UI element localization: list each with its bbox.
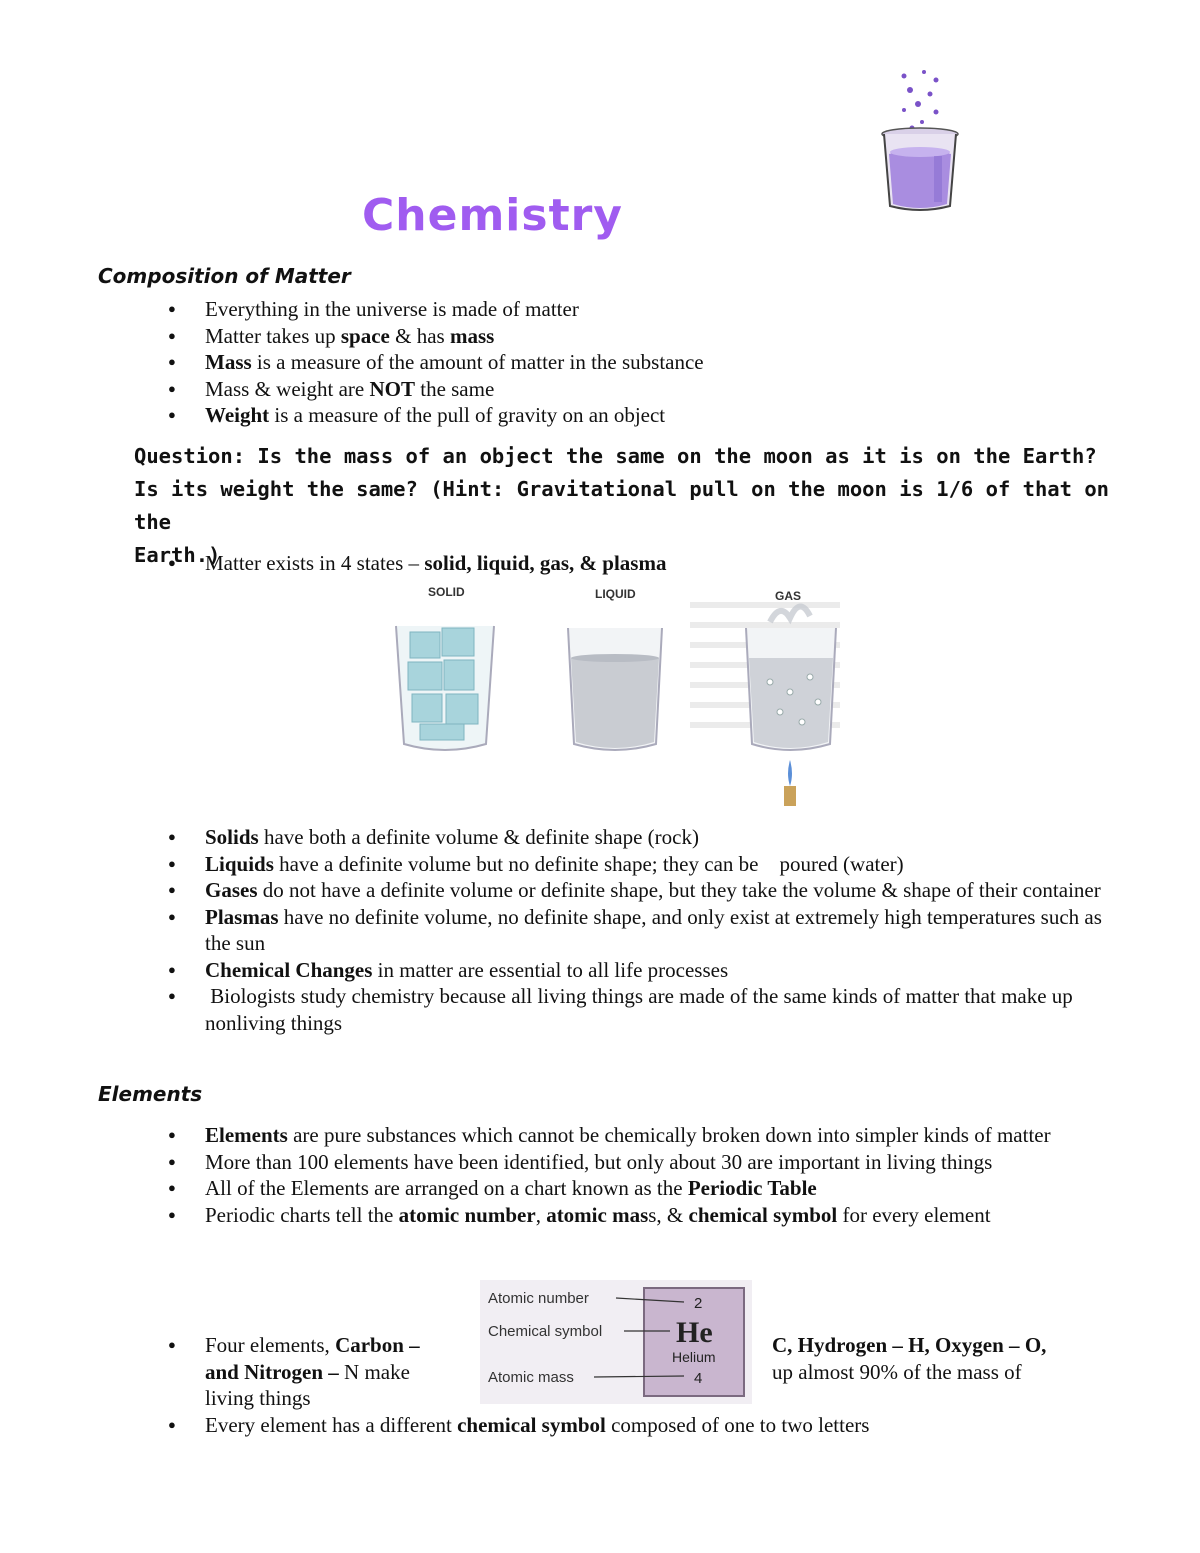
solid-label: SOLID: [428, 585, 465, 599]
bold-term: solid, liquid, gas, & plasma: [424, 551, 667, 575]
periodic-table-tile-image: [480, 1280, 752, 1404]
pt-atomic-number-label: Atomic number: [488, 1290, 589, 1307]
four-elements-continuation: [772, 1332, 1046, 1385]
list-item: [168, 824, 1108, 851]
question-line: Is its weight the same? (Hint: Gravitational pull on the moon is 1/6 of that on the: [134, 477, 1110, 534]
bullet-text: Matter takes up: [205, 323, 341, 348]
bullet-text: Matter exists in 4 states –: [205, 551, 425, 575]
pt-number: 2: [694, 1295, 703, 1312]
list-item: [168, 904, 1108, 957]
bold-term: Mass: [205, 350, 252, 374]
list-item: [168, 1122, 1108, 1149]
bold-term: Solids: [205, 825, 259, 849]
bold-term: mass: [449, 323, 495, 348]
bullet-text: ,: [535, 1202, 547, 1227]
pt-name: Helium: [672, 1349, 716, 1365]
bullet-text: is a measure of the amount of matter in the substance: [251, 350, 704, 374]
gas-label: GAS: [775, 589, 802, 603]
pt-mass: 4: [694, 1370, 703, 1387]
bold-term: and Nitrogen –: [205, 1359, 339, 1384]
bullet-text: have both a definite volume & definite shape (rock): [258, 825, 699, 849]
bold-term: Elements: [205, 1123, 288, 1147]
bullet-text: s, &: [648, 1202, 689, 1227]
list-item: [168, 957, 1108, 984]
bullet-text: have no definite volume, no definite shape, and only exist at extremely high temperatures such as the sun: [205, 904, 1102, 955]
list-item: [168, 851, 1108, 878]
bold-term: space: [340, 323, 390, 348]
bullet-text: More than 100 elements have been identified, but only about 30 are important in living things: [205, 1149, 993, 1174]
bullet-text: Periodic charts tell the: [205, 1202, 399, 1227]
bullet-text: in matter are essential to all life processes: [372, 957, 729, 982]
list-item: [168, 296, 1108, 323]
page-title: Chemistry: [362, 190, 623, 241]
bold-term: atomic number: [398, 1202, 536, 1227]
bullet-text: up almost 90% of the mass of: [772, 1359, 1022, 1384]
bold-term: chemical symbol: [688, 1202, 838, 1227]
bullet-text: the same: [414, 376, 495, 401]
bold-term: Liquids: [205, 851, 274, 876]
list-item: [168, 1202, 1108, 1229]
bullet-text: & has: [389, 323, 450, 348]
states-list: [168, 824, 1108, 1036]
list-item: [168, 402, 1108, 429]
beaker-illustration: [874, 66, 966, 216]
bold-term: Periodic Table: [687, 1176, 817, 1200]
bold-term: Plasmas: [205, 904, 279, 929]
bullet-text: is a measure of the pull of gravity on an object: [269, 403, 666, 427]
list-item: [168, 349, 1108, 376]
bullet-text: Everything in the universe is made of matter: [205, 297, 579, 321]
bold-term: Oxygen –: [934, 1333, 1025, 1357]
bold-term: atomic mas: [546, 1202, 649, 1227]
list-item: [168, 1332, 468, 1412]
bullet-text: N make: [338, 1359, 410, 1384]
bold-term: H,: [908, 1333, 935, 1357]
list-item: [168, 877, 1108, 904]
four-elements-list: [168, 1332, 468, 1412]
list-item: [168, 323, 1108, 350]
section-heading-composition: Composition of Matter: [98, 264, 351, 288]
question-line: Question: Is the mass of an object the same on the moon as it is on the Earth?: [134, 444, 1097, 468]
pt-atomic-mass-label: Atomic mass: [488, 1369, 574, 1386]
section-heading-elements: Elements: [98, 1082, 203, 1106]
bullet-text: Four elements,: [205, 1333, 336, 1357]
bold-term: O,: [1024, 1333, 1047, 1357]
bullet-text: Mass & weight are: [205, 376, 370, 401]
composition-list: [168, 296, 1108, 429]
bullet-text: for every element: [837, 1202, 991, 1227]
elements-list-end: [168, 1412, 1108, 1439]
list-item: [168, 550, 1108, 577]
bullet-text: have a definite volume but no definite shape; they can be poured (water): [273, 851, 904, 876]
bold-term: Carbon –: [335, 1333, 420, 1357]
bold-term: C, Hydrogen –: [772, 1333, 909, 1357]
states-intro-list: [168, 550, 1108, 577]
question-line: Earth.): [134, 543, 221, 567]
pt-chemical-symbol-label: Chemical symbol: [488, 1323, 603, 1340]
list-item: [168, 1149, 1108, 1176]
bold-term: NOT: [369, 376, 415, 401]
bold-term: Chemical Changes: [205, 957, 373, 982]
liquid-label: LIQUID: [595, 587, 636, 601]
list-item: [168, 1412, 1108, 1439]
elements-list: [168, 1122, 1108, 1228]
bold-term: chemical symbol: [457, 1413, 606, 1437]
bullet-text: composed of one to two letters: [605, 1413, 870, 1437]
bold-term: Gases: [205, 878, 258, 902]
bold-term: Weight: [205, 403, 270, 427]
list-item: [168, 376, 1108, 403]
list-item: [168, 983, 1108, 1036]
list-item: [168, 1175, 1108, 1202]
bullet-text: Every element has a different: [205, 1413, 458, 1437]
bullet-text: are pure substances which cannot be chemically broken down into simpler kinds of matter: [287, 1123, 1051, 1147]
bullet-text: do not have a definite volume or definite shape, but they take the volume & shape of their container: [257, 878, 1101, 902]
bullet-text: Biologists study chemistry because all living things are made of the same kinds of matter that make up nonliving things: [205, 984, 1079, 1035]
bullet-text: living things: [205, 1386, 311, 1410]
bullet-text: All of the Elements are arranged on a chart known as the: [205, 1176, 688, 1200]
states-of-matter-image: [390, 582, 850, 814]
pt-symbol: He: [676, 1316, 713, 1349]
